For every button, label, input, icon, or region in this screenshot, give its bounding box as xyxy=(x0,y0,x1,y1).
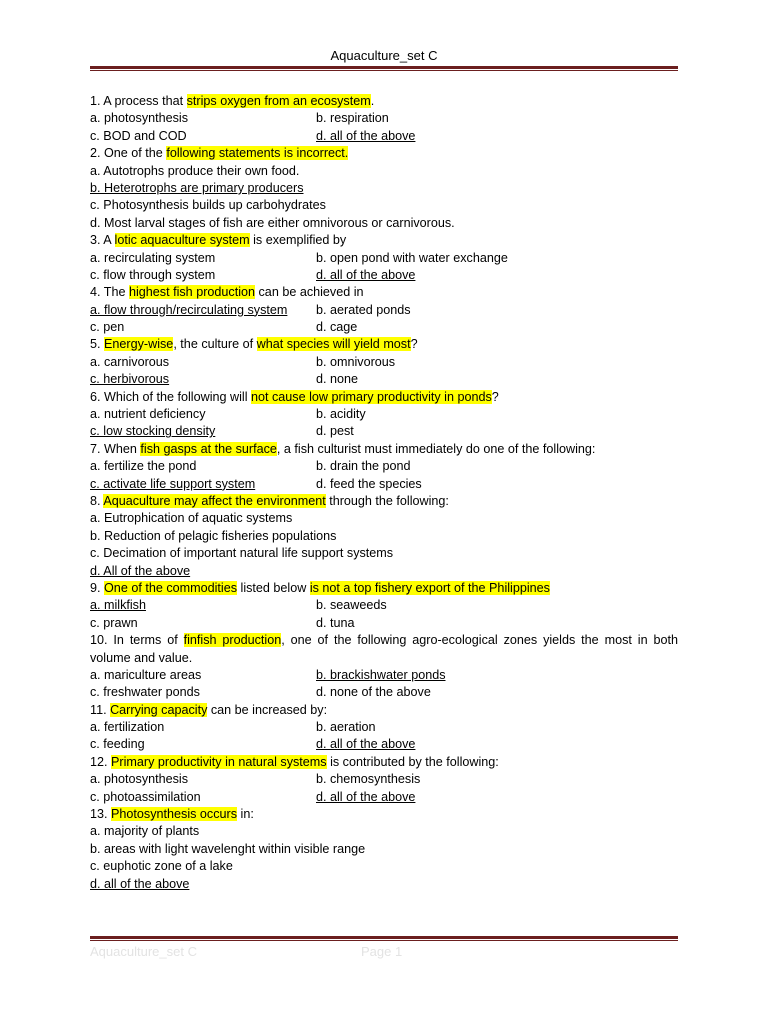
option-b: b. aerated ponds xyxy=(316,302,411,317)
footer-rule xyxy=(90,936,678,941)
option-b-answer: b. Heterotrophs are primary producers xyxy=(90,180,304,195)
option-d: d. pest xyxy=(316,424,354,439)
option-d-answer: d. all of the above xyxy=(316,128,416,143)
highlight: following statements is incorrect. xyxy=(166,146,349,161)
option-c: c. Photosynthesis builds up carbohydrates xyxy=(90,198,326,213)
q5-options-row-1 xyxy=(90,354,678,371)
highlight: lotic aquaculture system xyxy=(114,233,250,248)
q7-options-row-2 xyxy=(90,476,678,493)
option-a-answer: a. flow through/recirculating system xyxy=(90,302,288,317)
option-c-answer: c. herbivorous xyxy=(90,372,170,387)
option-c: c. photoassimilation xyxy=(90,789,201,804)
q6-options-row-2 xyxy=(90,423,678,440)
option-c-answer: c. activate life support system xyxy=(90,476,256,491)
option-c: c. prawn xyxy=(90,615,138,630)
option-c: c. euphotic zone of a lake xyxy=(90,859,233,874)
highlight: Energy-wise xyxy=(104,337,174,352)
option-b-answer: b. brackishwater ponds xyxy=(316,667,446,682)
option-a-answer: a. milkfish xyxy=(90,598,146,613)
q7-options-row-1 xyxy=(90,458,678,475)
question-7: 7. When fish gasps at the surface, a fish culturist must immediately do one of the following: xyxy=(90,441,596,456)
option-b: b. seaweeds xyxy=(316,598,387,613)
option-d-answer: d. All of the above xyxy=(90,563,191,578)
q10-options-row-2 xyxy=(90,684,678,701)
question-10: 10. In terms of finfish production, one of the following agro-ecological zones yields the most in both volume and value. xyxy=(90,633,678,665)
q10-options-row-1 xyxy=(90,667,678,684)
highlight: Photosynthesis occurs xyxy=(111,807,238,822)
page-header-title: Aquaculture_set C xyxy=(330,48,438,63)
option-b: b. respiration xyxy=(316,111,389,126)
footer-page-number: Page 1 xyxy=(361,944,403,959)
option-b: b. acidity xyxy=(316,407,366,422)
q4-options-row-1 xyxy=(90,302,678,319)
option-b: b. areas with light wavelenght within visible range xyxy=(90,841,366,856)
option-c: c. pen xyxy=(90,320,125,335)
highlight: fish gasps at the surface xyxy=(140,441,277,456)
q9-options-row-2 xyxy=(90,615,678,632)
q3-options-row-2 xyxy=(90,267,678,284)
q1-options-row-1 xyxy=(90,110,678,127)
q5-options-row-2 xyxy=(90,371,678,388)
option-d-answer: d. all of the above xyxy=(90,876,190,891)
option-a: a. majority of plants xyxy=(90,824,200,839)
question-6: 6. Which of the following will not cause low primary productivity in ponds? xyxy=(90,389,499,404)
option-d: d. none of the above xyxy=(316,685,431,700)
question-list xyxy=(90,93,678,893)
option-a: a. Autotrophs produce their own food. xyxy=(90,163,300,178)
option-b: b. aeration xyxy=(316,720,376,735)
option-b: b. open pond with water exchange xyxy=(316,250,508,265)
highlight: is not a top fishery export of the Philippines xyxy=(309,580,550,595)
question-3: 3. A lotic aquaculture system is exemplified by xyxy=(90,233,347,248)
q1-options-row-2 xyxy=(90,128,678,145)
question-11: 11. Carrying capacity can be increased by: xyxy=(90,702,328,717)
option-d: d. none xyxy=(316,372,359,387)
option-a: a. photosynthesis xyxy=(90,111,189,126)
option-c-answer: c. low stocking density xyxy=(90,424,216,439)
q3-options-row-1 xyxy=(90,250,678,267)
option-a: a. carnivorous xyxy=(90,354,170,369)
q11-options-row-2 xyxy=(90,736,678,753)
option-c: c. flow through system xyxy=(90,267,216,282)
question-13: 13. Photosynthesis occurs in: xyxy=(90,807,254,822)
question-8: 8. Aquaculture may affect the environment through the following: xyxy=(90,493,449,508)
highlight: strips oxygen from an ecosystem xyxy=(186,94,371,108)
highlight: Aquaculture may affect the environment xyxy=(103,493,326,508)
q9-options-row-1 xyxy=(90,597,678,614)
option-d: d. cage xyxy=(316,320,358,335)
highlight: what species will yield most xyxy=(256,337,411,352)
option-c: c. Decimation of important natural life support systems xyxy=(90,546,394,561)
q11-options-row-1 xyxy=(90,719,678,736)
highlight: highest fish production xyxy=(128,285,256,300)
option-b: b. chemosynthesis xyxy=(316,772,421,787)
question-12: 12. Primary productivity in natural systems is contributed by the following: xyxy=(90,754,499,769)
option-a: a. fertilize the pond xyxy=(90,459,197,474)
question-5: 5. Energy-wise, the culture of what species will yield most? xyxy=(90,337,418,352)
option-a: a. recirculating system xyxy=(90,250,216,265)
option-a: a. Eutrophication of aquatic systems xyxy=(90,511,293,526)
highlight: Carrying capacity xyxy=(110,702,208,717)
option-a: a. photosynthesis xyxy=(90,772,189,787)
question-4: 4. The highest fish production can be achieved in xyxy=(90,285,364,300)
option-b: b. drain the pond xyxy=(316,459,411,474)
option-a: a. nutrient deficiency xyxy=(90,407,206,422)
q6-options-row-1 xyxy=(90,406,678,423)
option-b: b. Reduction of pelagic fisheries populations xyxy=(90,528,337,543)
q4-options-row-2 xyxy=(90,319,678,336)
highlight: finfish production xyxy=(183,633,282,648)
option-d: d. Most larval stages of fish are either omnivorous or carnivorous. xyxy=(90,215,455,230)
option-b: b. omnivorous xyxy=(316,354,396,369)
option-a: a. mariculture areas xyxy=(90,667,202,682)
option-a: a. fertilization xyxy=(90,720,165,735)
option-d-answer: d. all of the above xyxy=(316,737,416,752)
highlight: One of the commodities xyxy=(104,580,238,595)
option-d-answer: d. all of the above xyxy=(316,789,416,804)
option-d: d. feed the species xyxy=(316,476,422,491)
footer-title: Aquaculture_set C xyxy=(90,944,197,959)
q12-options-row-2 xyxy=(90,789,678,806)
option-c: c. feeding xyxy=(90,737,145,752)
question-9: 9. One of the commodities listed below is not a top fishery export of the Philippines xyxy=(90,580,550,595)
option-d: d. tuna xyxy=(316,615,355,630)
option-d-answer: d. all of the above xyxy=(316,267,416,282)
option-c: c. freshwater ponds xyxy=(90,685,200,700)
header-rule xyxy=(90,66,678,71)
option-c: c. BOD and COD xyxy=(90,128,187,143)
question-1: 1. A process that strips oxygen from an ecosystem. xyxy=(90,94,375,108)
question-2: 2. One of the following statements is incorrect. xyxy=(90,146,349,161)
highlight: Primary productivity in natural systems xyxy=(111,754,327,769)
q12-options-row-1 xyxy=(90,771,678,788)
highlight: not cause low primary productivity in ponds xyxy=(251,389,492,404)
